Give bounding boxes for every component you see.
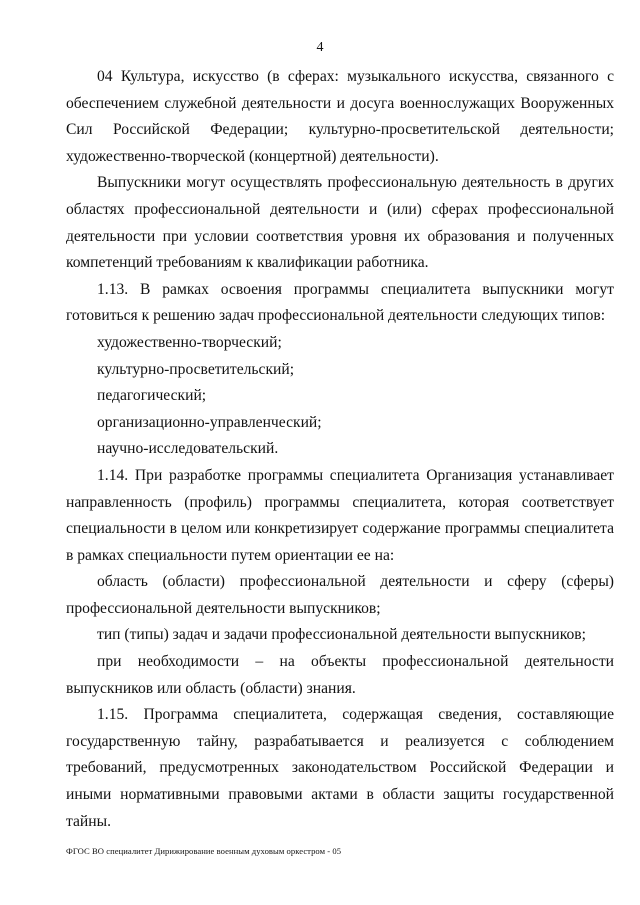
list-item-pedagogical: педагогический; <box>97 387 207 405</box>
list-item-organizational-managerial: организационно-управленческий; <box>97 413 322 431</box>
document-body <box>66 64 614 835</box>
list-item-research: научно-исследовательский. <box>97 440 279 458</box>
list-item-cultural-educational: культурно-просветительский; <box>97 360 295 378</box>
paragraph-1-15: 1.15. Программа специалитета, содержащая сведения, составляющие государственную тайну, разрабатывается и реализуется с соблюдением требований, предусмотренных законодательством Российской Федерации и иными нормативными правовыми актами в области защиты государственной тайны. <box>66 706 614 830</box>
paragraph-orientation-objects: при необходимости – на объекты профессиональной деятельности выпускников или область (области) знания. <box>66 653 614 697</box>
paragraph-other-areas: Выпускники могут осуществлять профессиональную деятельность в других областях профессиональной деятельности и (или) сферах профессиональной деятельности при условии соответствия уровня их образования и полученных компетенций требованиям к квалификации работника. <box>66 174 614 272</box>
list-item-artistic-creative: художественно-творческий; <box>97 333 282 351</box>
paragraph-orientation-task-types: тип (типы) задач и задачи профессиональной деятельности выпускников; <box>97 626 586 644</box>
paragraph-orientation-area: область (области) профессиональной деятельности и сферу (сферы) профессиональной деятельности выпускников; <box>66 573 614 617</box>
page-number: 4 <box>316 40 324 55</box>
paragraph-culture-art: 04 Культура, искусство (в сферах: музыкального искусства, связанного с обеспечением служебной деятельности и досуга военнослужащих Вооруженных Сил Российской Федерации; культурно-просветительской деятельности; художественно-творческой (концертной) деятельности). <box>66 68 614 165</box>
paragraph-1-13: 1.13. В рамках освоения программы специалитета выпускники могут готовиться к решению задач профессиональной деятельности следующих типов: <box>66 280 614 325</box>
paragraph-1-14: 1.14. При разработке программы специалитета Организация устанавливает направленность (профиль) программы специалитета, которая соответствует специальности в целом или конкретизирует содержание программы специалитета в рамках специальности путем ориентации ее на: <box>66 466 614 564</box>
page-footer: ФГОС ВО специалитет Дирижирование военным духовым оркестром - 05 <box>66 846 342 856</box>
